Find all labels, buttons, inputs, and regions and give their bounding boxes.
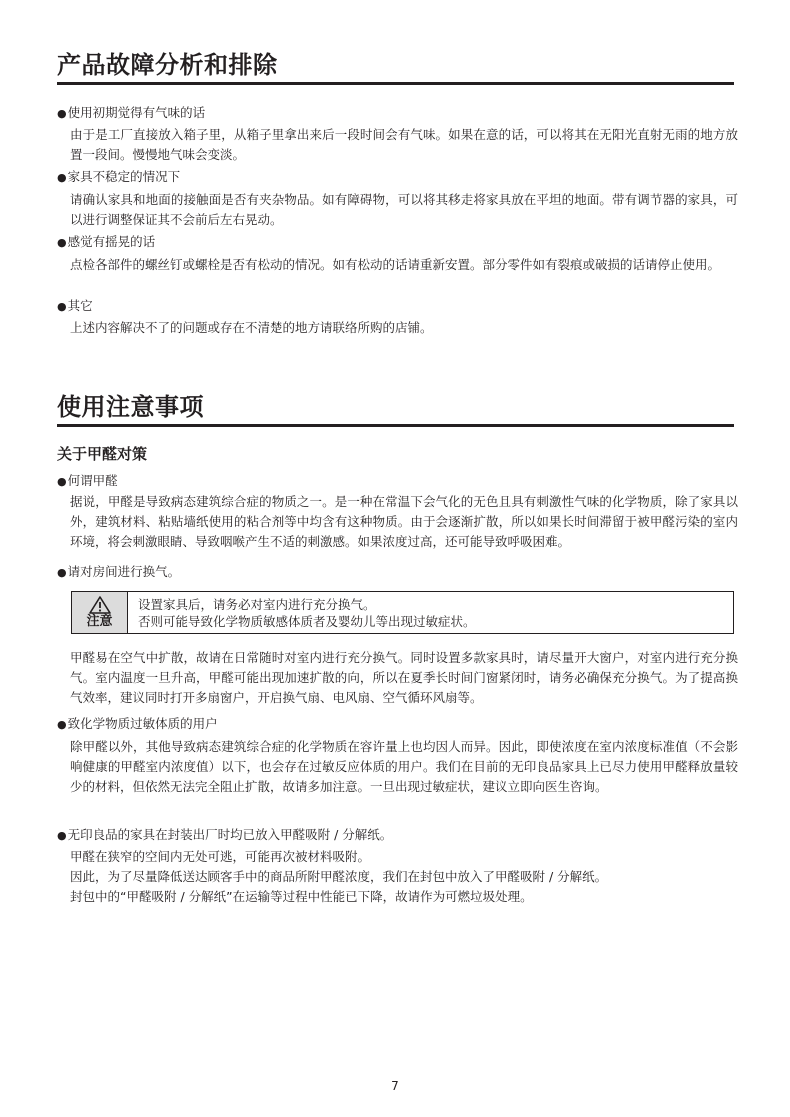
item-heading: ● 无印良品的家具在封装出厂时均已放入甲醛吸附 / 分解纸。 <box>57 826 392 845</box>
warning-label: 注意 <box>86 614 113 629</box>
warning-text <box>138 596 476 630</box>
warning-badge <box>72 592 128 633</box>
item-heading: ● 请对房间进行换气。 <box>57 563 180 582</box>
warning-triangle-icon <box>89 596 111 614</box>
item-heading: ● 何谓甲醛 <box>57 472 118 491</box>
item-heading: ● 其它 <box>57 297 93 316</box>
item-text: 上述内容解决不了的问题或存在不清楚的地方请联络所购的店铺。 <box>70 320 433 335</box>
item-heading: ● 使用初期觉得有气味的话 <box>57 104 205 123</box>
item-text <box>70 847 738 907</box>
page-number: 7 <box>391 1079 399 1093</box>
item-text: 由于是工厂直接放入箱子里，从箱子里拿出来后一段时间会有气味。如果在意的话，可以将其在无阳光直射无雨的地方放置一段间。慢慢地气味会变淡。 <box>70 127 738 162</box>
warning-line: 设置家具后，请务必对室内进行充分换气。 <box>138 597 376 612</box>
section-divider <box>57 82 734 85</box>
warning-box <box>71 591 734 634</box>
item-text: 请确认家具和地面的接触面是否有夹杂物品。如有障碍物，可以将其移走将家具放在平坦的地面。带有调节器的家具，可以进行调整保证其不会前后左右晃动。 <box>70 192 738 227</box>
item-text: 除甲醛以外，其他导致病态建筑综合症的化学物质在容许量上也均因人而异。因此，即使浓度在室内浓度标准值（不会影响健康的甲醛室内浓度值）以下，也会存在过敏反应体质的用户。我们在目前的无印良品家具上已尽力使用甲醛释放量较少的材料，但依然无法完全阻止扩散，故请多加注意。一旦出现过敏症状，建议立即向医生咨询。 <box>70 739 738 794</box>
item-text: 甲醛易在空气中扩散，故请在日常随时对室内进行充分换气。同时设置多款家具时，请尽量开大窗户，对室内进行充分换气。室内温度一旦升高，甲醛可能出现加速扩散的向，所以在夏季长时间门窗紧闭时，请务必确保充分换气。为了提高换气效率，建议同时打开多扇窗户，开启换气扇、电风扇、空气循环风扇等。 <box>70 650 738 705</box>
text-line: 甲醛在狭窄的空间内无处可逃，可能再次被材料吸附。 <box>70 849 371 864</box>
item-heading: ● 致化学物质过敏体质的用户 <box>57 715 218 734</box>
section-title-troubleshooting: 产品故障分析和排除 <box>57 51 278 79</box>
section-divider <box>57 424 734 427</box>
item-text: 点检各部件的螺丝钉或螺栓是否有松动的情况。如有松动的话请重新安置。部分零件如有裂痕或破损的话请停止使用。 <box>70 257 721 272</box>
text-line: 因此，为了尽量降低送达顾客手中的商品所附甲醛浓度，我们在封包中放入了甲醛吸附 / 分解纸。 <box>70 869 608 884</box>
item-text: 据说，甲醛是导致病态建筑综合症的物质之一。是一种在常温下会气化的无色且具有刺激性气味的化学物质，除了家具以外，建筑材料、粘贴墙纸使用的粘合剂等中均含有这种物质。由于会逐渐扩散，所以如果长时间滞留于被甲醛污染的室内环境，将会刺激眼睛、导致咽喉产生不适的刺激感。如果浓度过高，还可能导致呼吸困难。 <box>70 494 738 549</box>
item-heading: ● 感觉有摇晃的话 <box>57 233 155 252</box>
subsection-title: 关于甲醛对策 <box>57 445 148 463</box>
section-title-precautions: 使用注意事项 <box>57 393 204 421</box>
warning-line: 否则可能导致化学物质敏感体质者及婴幼儿等出现过敏症状。 <box>138 614 476 629</box>
text-line: 封包中的“甲醛吸附 / 分解纸”在运输等过程中性能已下降，故请作为可燃垃圾处理。 <box>70 889 533 904</box>
item-heading: ● 家具不稳定的情况下 <box>57 168 180 187</box>
